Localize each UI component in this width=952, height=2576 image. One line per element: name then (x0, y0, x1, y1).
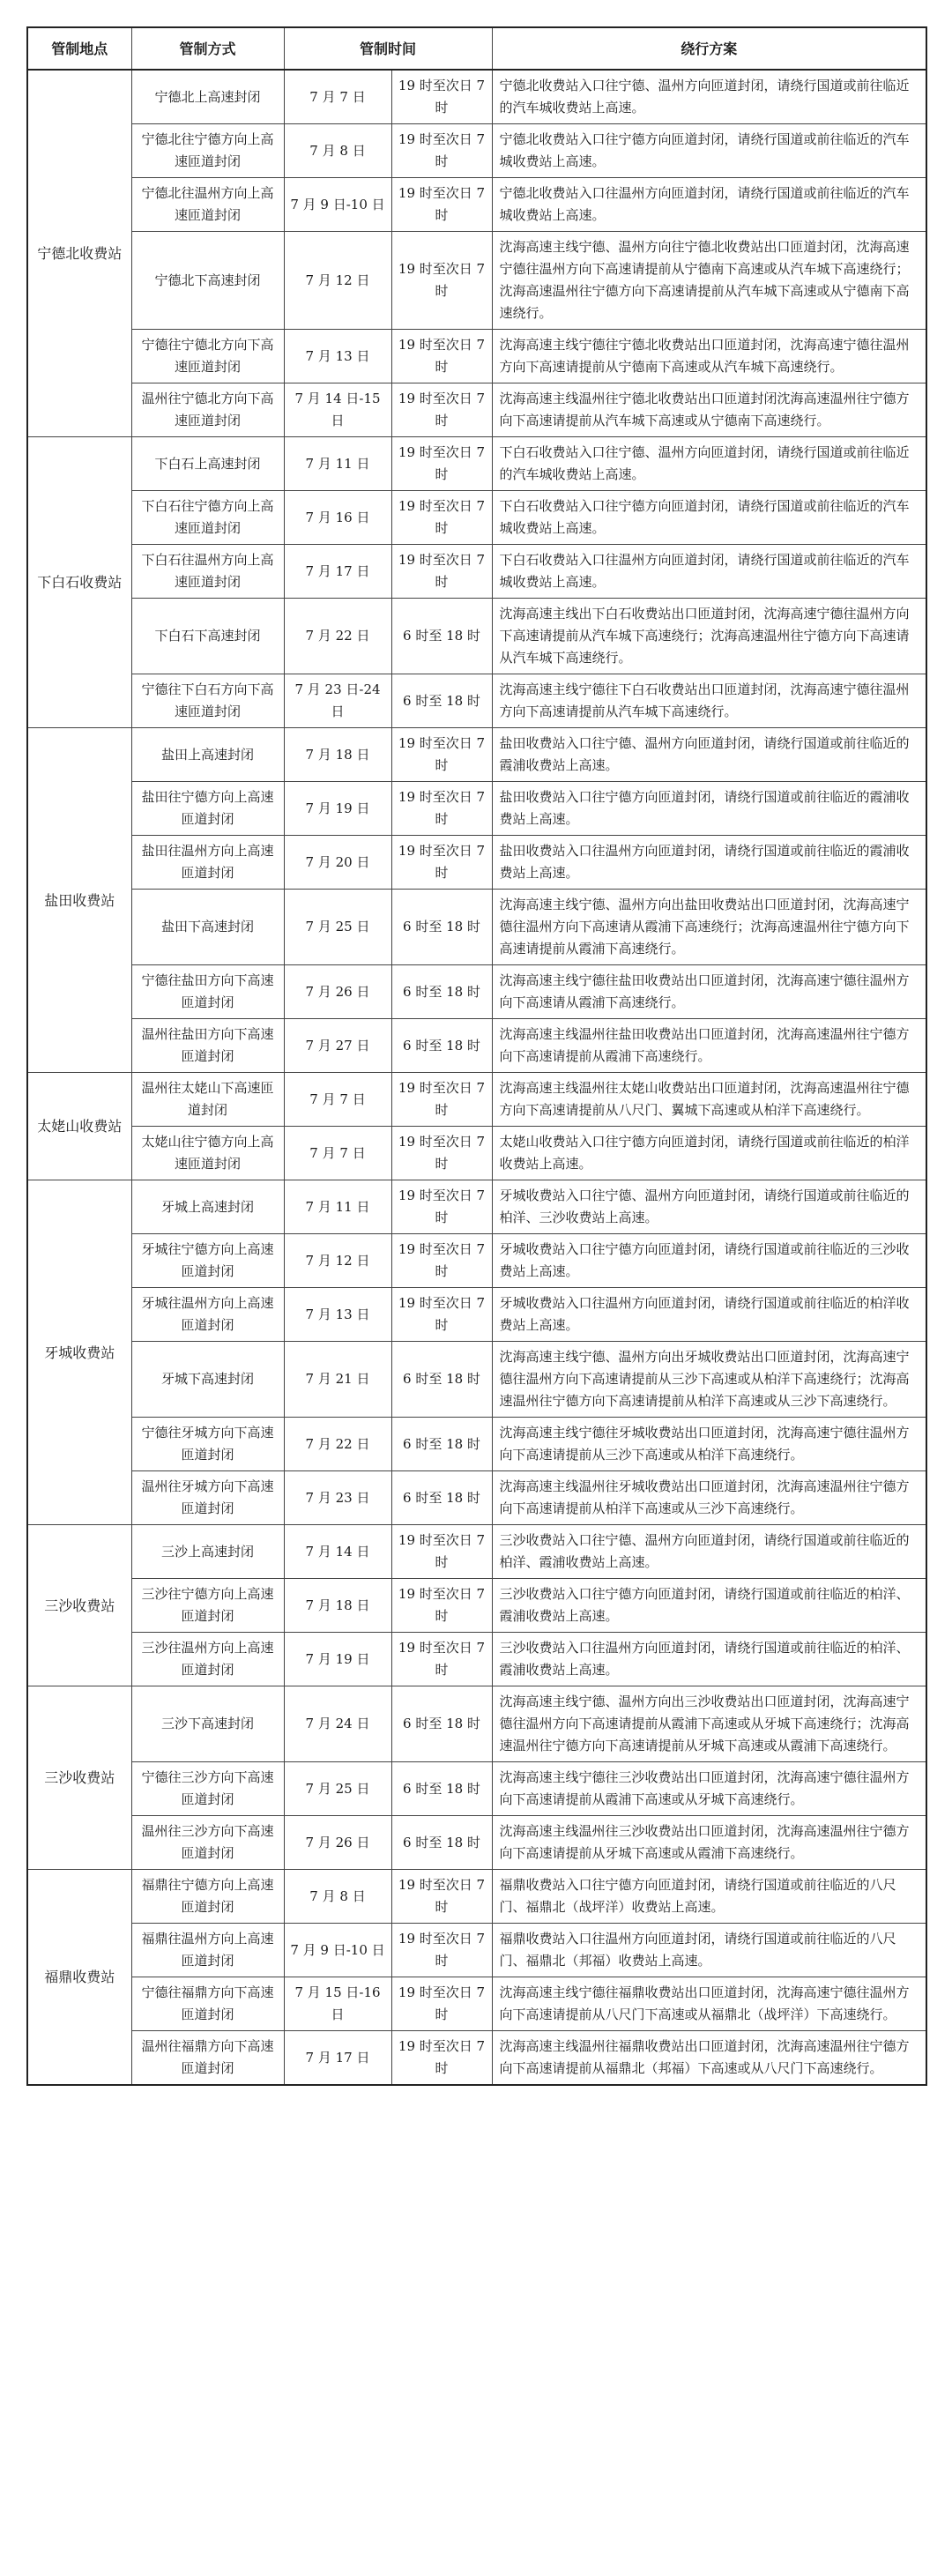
method-cell: 下白石往宁德方向上高速匝道封闭 (131, 491, 284, 545)
table-body (27, 70, 926, 2085)
method-cell: 牙城往温州方向上高速匝道封闭 (131, 1288, 284, 1342)
date-cell: 7 月 22 日 (284, 599, 391, 674)
table-row (27, 70, 926, 124)
plan-cell: 福鼎收费站入口往温州方向匝道封闭，请绕行国道或前往临近的八尺门、福鼎北（邦福）收费站上高速。 (492, 1924, 926, 1977)
time-cell: 6 时至 18 时 (391, 890, 492, 965)
time-cell: 19 时至次日 7 时 (391, 330, 492, 383)
time-cell: 19 时至次日 7 时 (391, 782, 492, 836)
plan-cell: 沈海高速主线温州往太姥山收费站出口匝道封闭，沈海高速温州往宁德方向下高速请提前从八尺门、翼城下高速或从柏洋下高速绕行。 (492, 1073, 926, 1127)
plan-cell: 沈海高速主线宁德、温州方向出三沙收费站出口匝道封闭，沈海高速宁德往温州方向下高速请提前从霞浦下高速或从牙城下高速绕行；沈海高速温州往宁德方向下高速请提前从牙城下高速或从霞浦下高速绕行。 (492, 1686, 926, 1762)
plan-cell: 沈海高速主线宁德、温州方向出牙城收费站出口匝道封闭，沈海高速宁德往温州方向下高速请提前从三沙下高速或从柏洋下高速绕行；沈海高速温州往宁德方向下高速请提前从柏洋下高速或从三沙下高速绕行。 (492, 1342, 926, 1418)
time-cell: 6 时至 18 时 (391, 1342, 492, 1418)
method-cell: 盐田往宁德方向上高速匝道封闭 (131, 782, 284, 836)
date-cell: 7 月 7 日 (284, 70, 391, 124)
time-cell: 19 时至次日 7 时 (391, 2031, 492, 2086)
table-row (27, 1870, 926, 1924)
method-cell: 三沙往温州方向上高速匝道封闭 (131, 1633, 284, 1686)
location-cell: 盐田收费站 (27, 728, 131, 1073)
plan-cell: 宁德北收费站入口往宁德方向匝道封闭，请绕行国道或前往临近的汽车城收费站上高速。 (492, 124, 926, 178)
table-row (27, 1019, 926, 1073)
method-cell: 宁德往牙城方向下高速匝道封闭 (131, 1418, 284, 1471)
table-row (27, 1816, 926, 1870)
table-row (27, 383, 926, 437)
header-method: 管制方式 (131, 27, 284, 70)
method-cell: 福鼎往温州方向上高速匝道封闭 (131, 1924, 284, 1977)
table-row (27, 1180, 926, 1234)
plan-cell: 太姥山收费站入口往宁德方向匝道封闭，请绕行国道或前往临近的柏洋收费站上高速。 (492, 1127, 926, 1180)
time-cell: 19 时至次日 7 时 (391, 1977, 492, 2031)
table-row (27, 890, 926, 965)
plan-cell: 沈海高速主线宁德往三沙收费站出口匝道封闭，沈海高速宁德往温州方向下高速请提前从霞浦下高速或从牙城下高速绕行。 (492, 1762, 926, 1816)
plan-cell: 盐田收费站入口往宁德、温州方向匝道封闭，请绕行国道或前往临近的霞浦收费站上高速。 (492, 728, 926, 782)
plan-cell: 宁德北收费站入口往温州方向匝道封闭，请绕行国道或前往临近的汽车城收费站上高速。 (492, 178, 926, 232)
method-cell: 温州往太姥山下高速匝道封闭 (131, 1073, 284, 1127)
time-cell: 19 时至次日 7 时 (391, 1180, 492, 1234)
time-cell: 19 时至次日 7 时 (391, 1127, 492, 1180)
table-row (27, 178, 926, 232)
date-cell: 7 月 11 日 (284, 437, 391, 491)
method-cell: 盐田上高速封闭 (131, 728, 284, 782)
date-cell: 7 月 16 日 (284, 491, 391, 545)
plan-cell: 沈海高速主线温州往宁德北收费站出口匝道封闭沈海高速温州往宁德方向下高速请提前从汽车城下高速或从宁德南下高速绕行。 (492, 383, 926, 437)
time-cell: 6 时至 18 时 (391, 1686, 492, 1762)
time-cell: 19 时至次日 7 时 (391, 437, 492, 491)
date-cell: 7 月 13 日 (284, 1288, 391, 1342)
time-cell: 19 时至次日 7 时 (391, 728, 492, 782)
date-cell: 7 月 17 日 (284, 2031, 391, 2086)
date-cell: 7 月 7 日 (284, 1127, 391, 1180)
table-row (27, 1977, 926, 2031)
plan-cell: 牙城收费站入口往宁德方向匝道封闭，请绕行国道或前往临近的三沙收费站上高速。 (492, 1234, 926, 1288)
date-cell: 7 月 12 日 (284, 1234, 391, 1288)
date-cell: 7 月 19 日 (284, 1633, 391, 1686)
method-cell: 宁德北往宁德方向上高速匝道封闭 (131, 124, 284, 178)
method-cell: 温州往宁德北方向下高速匝道封闭 (131, 383, 284, 437)
plan-cell: 沈海高速主线宁德往牙城收费站出口匝道封闭，沈海高速宁德往温州方向下高速请提前从三沙下高速或从柏洋下高速绕行。 (492, 1418, 926, 1471)
date-cell: 7 月 25 日 (284, 1762, 391, 1816)
time-cell: 19 时至次日 7 时 (391, 1870, 492, 1924)
time-cell: 19 时至次日 7 时 (391, 1579, 492, 1633)
plan-cell: 沈海高速主线宁德往下白石收费站出口匝道封闭，沈海高速宁德往温州方向下高速请提前从汽车城下高速绕行。 (492, 674, 926, 728)
time-cell: 19 时至次日 7 时 (391, 1073, 492, 1127)
plan-cell: 三沙收费站入口往宁德、温州方向匝道封闭，请绕行国道或前往临近的柏洋、霞浦收费站上高速。 (492, 1525, 926, 1579)
plan-cell: 沈海高速主线温州往福鼎收费站出口匝道封闭，沈海高速温州往宁德方向下高速请提前从福鼎北（邦福）下高速或从八尺门下高速绕行。 (492, 2031, 926, 2086)
table-row (27, 232, 926, 330)
time-cell: 6 时至 18 时 (391, 1471, 492, 1525)
method-cell: 福鼎往宁德方向上高速匝道封闭 (131, 1870, 284, 1924)
header-location: 管制地点 (27, 27, 131, 70)
time-cell: 6 时至 18 时 (391, 674, 492, 728)
method-cell: 下白石上高速封闭 (131, 437, 284, 491)
plan-cell: 牙城收费站入口往温州方向匝道封闭，请绕行国道或前往临近的柏洋收费站上高速。 (492, 1288, 926, 1342)
plan-cell: 沈海高速主线温州往牙城收费站出口匝道封闭，沈海高速温州往宁德方向下高速请提前从柏洋下高速或从三沙下高速绕行。 (492, 1471, 926, 1525)
time-cell: 6 时至 18 时 (391, 599, 492, 674)
date-cell: 7 月 21 日 (284, 1342, 391, 1418)
method-cell: 下白石下高速封闭 (131, 599, 284, 674)
table-row (27, 782, 926, 836)
time-cell: 6 时至 18 时 (391, 965, 492, 1019)
date-cell: 7 月 18 日 (284, 1579, 391, 1633)
date-cell: 7 月 23 日-24 日 (284, 674, 391, 728)
time-cell: 19 时至次日 7 时 (391, 70, 492, 124)
table-header-row (27, 27, 926, 70)
method-cell: 宁德往盐田方向下高速匝道封闭 (131, 965, 284, 1019)
table-row (27, 1633, 926, 1686)
date-cell: 7 月 22 日 (284, 1418, 391, 1471)
method-cell: 宁德往三沙方向下高速匝道封闭 (131, 1762, 284, 1816)
date-cell: 7 月 23 日 (284, 1471, 391, 1525)
table-row (27, 330, 926, 383)
method-cell: 宁德往宁德北方向下高速匝道封闭 (131, 330, 284, 383)
table-row (27, 491, 926, 545)
method-cell: 三沙下高速封闭 (131, 1686, 284, 1762)
table-row (27, 965, 926, 1019)
date-cell: 7 月 7 日 (284, 1073, 391, 1127)
method-cell: 宁德往福鼎方向下高速匝道封闭 (131, 1977, 284, 2031)
date-cell: 7 月 14 日 (284, 1525, 391, 1579)
date-cell: 7 月 24 日 (284, 1686, 391, 1762)
method-cell: 温州往盐田方向下高速匝道封闭 (131, 1019, 284, 1073)
time-cell: 6 时至 18 时 (391, 1418, 492, 1471)
date-cell: 7 月 9 日-10 日 (284, 1924, 391, 1977)
table-row (27, 1579, 926, 1633)
plan-cell: 下白石收费站入口往宁德、温州方向匝道封闭，请绕行国道或前往临近的汽车城收费站上高速。 (492, 437, 926, 491)
date-cell: 7 月 13 日 (284, 330, 391, 383)
method-cell: 太姥山往宁德方向上高速匝道封闭 (131, 1127, 284, 1180)
time-cell: 19 时至次日 7 时 (391, 836, 492, 890)
plan-cell: 沈海高速主线宁德往福鼎收费站出口匝道封闭，沈海高速宁德往温州方向下高速请提前从八尺门下高速或从福鼎北（战坪洋）下高速绕行。 (492, 1977, 926, 2031)
plan-cell: 下白石收费站入口往宁德方向匝道封闭，请绕行国道或前往临近的汽车城收费站上高速。 (492, 491, 926, 545)
date-cell: 7 月 8 日 (284, 1870, 391, 1924)
method-cell: 三沙上高速封闭 (131, 1525, 284, 1579)
header-plan: 绕行方案 (492, 27, 926, 70)
plan-cell: 下白石收费站入口往温州方向匝道封闭，请绕行国道或前往临近的汽车城收费站上高速。 (492, 545, 926, 599)
plan-cell: 沈海高速主线温州往三沙收费站出口匝道封闭，沈海高速温州往宁德方向下高速请提前从牙城下高速或从霞浦下高速绕行。 (492, 1816, 926, 1870)
plan-cell: 沈海高速主线温州往盐田收费站出口匝道封闭，沈海高速温州往宁德方向下高速请提前从霞浦下高速绕行。 (492, 1019, 926, 1073)
date-cell: 7 月 17 日 (284, 545, 391, 599)
date-cell: 7 月 11 日 (284, 1180, 391, 1234)
date-cell: 7 月 26 日 (284, 1816, 391, 1870)
table-row (27, 1342, 926, 1418)
time-cell: 19 时至次日 7 时 (391, 1288, 492, 1342)
location-cell: 福鼎收费站 (27, 1870, 131, 2086)
method-cell: 下白石往温州方向上高速匝道封闭 (131, 545, 284, 599)
location-cell: 牙城收费站 (27, 1180, 131, 1525)
table-row (27, 1762, 926, 1816)
table-row (27, 836, 926, 890)
time-cell: 19 时至次日 7 时 (391, 232, 492, 330)
date-cell: 7 月 20 日 (284, 836, 391, 890)
date-cell: 7 月 25 日 (284, 890, 391, 965)
time-cell: 19 时至次日 7 时 (391, 545, 492, 599)
time-cell: 19 时至次日 7 时 (391, 124, 492, 178)
table-row (27, 1073, 926, 1127)
plan-cell: 盐田收费站入口往宁德方向匝道封闭，请绕行国道或前往临近的霞浦收费站上高速。 (492, 782, 926, 836)
table-row (27, 1686, 926, 1762)
date-cell: 7 月 15 日-16 日 (284, 1977, 391, 2031)
method-cell: 宁德往下白石方向下高速匝道封闭 (131, 674, 284, 728)
method-cell: 温州往三沙方向下高速匝道封闭 (131, 1816, 284, 1870)
table-row (27, 728, 926, 782)
table-row (27, 1127, 926, 1180)
plan-cell: 沈海高速主线宁德往盐田收费站出口匝道封闭，沈海高速宁德往温州方向下高速请从霞浦下高速绕行。 (492, 965, 926, 1019)
method-cell: 温州往牙城方向下高速匝道封闭 (131, 1471, 284, 1525)
plan-cell: 三沙收费站入口往宁德方向匝道封闭，请绕行国道或前往临近的柏洋、霞浦收费站上高速。 (492, 1579, 926, 1633)
location-cell: 太姥山收费站 (27, 1073, 131, 1180)
table-row (27, 674, 926, 728)
location-cell: 宁德北收费站 (27, 70, 131, 437)
table-row (27, 545, 926, 599)
time-cell: 19 时至次日 7 时 (391, 1924, 492, 1977)
date-cell: 7 月 27 日 (284, 1019, 391, 1073)
method-cell: 宁德北下高速封闭 (131, 232, 284, 330)
location-cell: 三沙收费站 (27, 1525, 131, 1686)
time-cell: 6 时至 18 时 (391, 1762, 492, 1816)
header-time: 管制时间 (284, 27, 492, 70)
plan-cell: 沈海高速主线出下白石收费站出口匝道封闭，沈海高速宁德往温州方向下高速请提前从汽车城下高速绕行；沈海高速温州往宁德方向下高速请从汽车城下高速绕行。 (492, 599, 926, 674)
method-cell: 盐田下高速封闭 (131, 890, 284, 965)
method-cell: 三沙往宁德方向上高速匝道封闭 (131, 1579, 284, 1633)
date-cell: 7 月 12 日 (284, 232, 391, 330)
time-cell: 6 时至 18 时 (391, 1019, 492, 1073)
time-cell: 19 时至次日 7 时 (391, 1525, 492, 1579)
plan-cell: 沈海高速主线宁德、温州方向出盐田收费站出口匝道封闭，沈海高速宁德往温州方向下高速请从霞浦下高速绕行；沈海高速温州往宁德方向下高速请提前从霞浦下高速绕行。 (492, 890, 926, 965)
table-row (27, 1288, 926, 1342)
plan-cell: 沈海高速主线宁德往宁德北收费站出口匝道封闭，沈海高速宁德往温州方向下高速请提前从宁德南下高速或从汽车城下高速绕行。 (492, 330, 926, 383)
time-cell: 19 时至次日 7 时 (391, 178, 492, 232)
method-cell: 宁德北上高速封闭 (131, 70, 284, 124)
table-row (27, 1234, 926, 1288)
time-cell: 19 时至次日 7 时 (391, 1234, 492, 1288)
table-row (27, 124, 926, 178)
date-cell: 7 月 26 日 (284, 965, 391, 1019)
table-row (27, 437, 926, 491)
table-row (27, 1525, 926, 1579)
location-cell: 三沙收费站 (27, 1686, 131, 1870)
method-cell: 温州往福鼎方向下高速匝道封闭 (131, 2031, 284, 2086)
date-cell: 7 月 8 日 (284, 124, 391, 178)
table-row (27, 2031, 926, 2086)
date-cell: 7 月 18 日 (284, 728, 391, 782)
date-cell: 7 月 9 日-10 日 (284, 178, 391, 232)
method-cell: 牙城下高速封闭 (131, 1342, 284, 1418)
plan-cell: 沈海高速主线宁德、温州方向往宁德北收费站出口匝道封闭，沈海高速宁德往温州方向下高速请提前从宁德南下高速或从汽车城下高速绕行；沈海高速温州往宁德方向下高速请提前从汽车城下高速或从宁德南下高速绕行。 (492, 232, 926, 330)
date-cell: 7 月 14 日-15 日 (284, 383, 391, 437)
plan-cell: 三沙收费站入口往温州方向匝道封闭，请绕行国道或前往临近的柏洋、霞浦收费站上高速。 (492, 1633, 926, 1686)
time-cell: 6 时至 18 时 (391, 1816, 492, 1870)
plan-cell: 宁德北收费站入口往宁德、温州方向匝道封闭，请绕行国道或前往临近的汽车城收费站上高速。 (492, 70, 926, 124)
table-row (27, 1924, 926, 1977)
method-cell: 牙城上高速封闭 (131, 1180, 284, 1234)
date-cell: 7 月 19 日 (284, 782, 391, 836)
table-row (27, 1471, 926, 1525)
location-cell: 下白石收费站 (27, 437, 131, 728)
method-cell: 宁德北往温州方向上高速匝道封闭 (131, 178, 284, 232)
method-cell: 盐田往温州方向上高速匝道封闭 (131, 836, 284, 890)
table-row (27, 599, 926, 674)
table-row (27, 1418, 926, 1471)
traffic-control-table (26, 26, 927, 2086)
plan-cell: 福鼎收费站入口往宁德方向匝道封闭，请绕行国道或前往临近的八尺门、福鼎北（战坪洋）收费站上高速。 (492, 1870, 926, 1924)
plan-cell: 牙城收费站入口往宁德、温州方向匝道封闭，请绕行国道或前往临近的柏洋、三沙收费站上高速。 (492, 1180, 926, 1234)
time-cell: 19 时至次日 7 时 (391, 491, 492, 545)
time-cell: 19 时至次日 7 时 (391, 1633, 492, 1686)
time-cell: 19 时至次日 7 时 (391, 383, 492, 437)
plan-cell: 盐田收费站入口往温州方向匝道封闭，请绕行国道或前往临近的霞浦收费站上高速。 (492, 836, 926, 890)
method-cell: 牙城往宁德方向上高速匝道封闭 (131, 1234, 284, 1288)
